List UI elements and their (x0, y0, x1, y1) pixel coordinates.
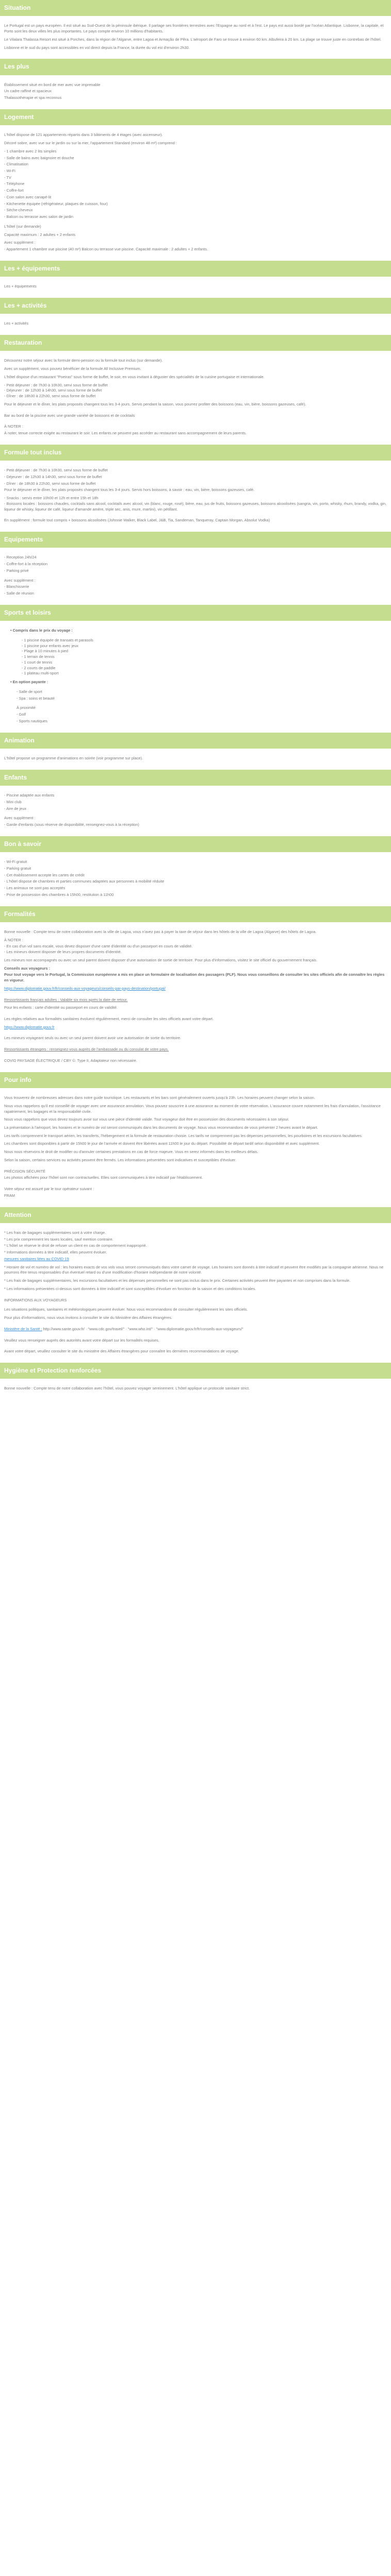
logement-item: - Téléphone (4, 181, 25, 187)
formule-para: Pour le déjeuner et le dîner, les plats proposés changent tous les 3-4 jours. Servis hors boissons, à savoir : eau, vin, bière, boissons gazeuses, café. (4, 487, 255, 493)
formule-line: - Dîner : de 18h30 à 22h30, servi sous forme de buffet (4, 481, 96, 486)
restauration-paragraph: L'hôtel dispose d'un restaurant "Poeiras" sous forme de buffet, le soir, en vous invitant à déguster des spécialités de la cuisine portugaise et internationale. (4, 374, 265, 379)
bon-section (0, 859, 391, 897)
logement-capacity: Capacité maximum : 2 adultes + 2 enfants (4, 232, 76, 237)
info-paragraph: La présentation à l'aéroport, les horaires et le numéro de vol seront communiqués dans les documents de voyage. Nous vous recommandons de vous présenter 2 heures avant le départ. (4, 1125, 318, 1130)
sports-pay-item: - Golf (17, 712, 26, 717)
sports-item: - 2 courts de paddle (22, 666, 387, 671)
plus-item: Thalassothérapie et spa reconnus (4, 95, 62, 100)
formalites-para: Bonne nouvelle : Compte tenu de notre collaboration avec la ville de Lagoa, vous n'avez pas à payer la taxe de séjour dans les hôtels de la ville de Lagoa (Algarve) des hôtels de Lagoa. (4, 929, 317, 934)
animation-text: L'hôtel propose un programme d'animations en soirée (voir programme sur place). (4, 755, 143, 760)
sports-pay-sub: À proximité (17, 705, 36, 710)
enfants-item: - Piscine adaptée aux enfants (4, 793, 55, 798)
info-precision-text: Les photos affichées pour l'hôtel sont non contractuelles. Elles sont communiquées à titre indicatif par l'établissement. (4, 1175, 203, 1180)
attention-line: * Les frais de bagages supplémentaires sont à votre charge. (4, 1230, 106, 1235)
formalites-para: - En cas d'un vol sans escale, vous devez disposer d'une carte d'identité ou d'un passeport en cours de validité. - Les mineurs doivent disposer de leurs propres documents d'identité. (4, 944, 193, 955)
animation-section (0, 756, 391, 761)
formalites-para: Les mineurs voyageant seuls ou avec un seul parent doivent avoir une autorisation de sortie du territoire. (4, 1036, 182, 1041)
info-section (0, 1095, 391, 1199)
attention-line: * Les prix comprennent les taxes locales, sauf mention contraire. (4, 1236, 113, 1242)
section-header-equipements2: Equipements (0, 532, 391, 548)
bon-item: - Les animaux ne sont pas acceptés (4, 886, 66, 891)
plus-section (0, 82, 391, 101)
sports-item: - 1 piscine pour enfants avec jeux (22, 643, 387, 649)
formalites-para: COVID PAYSAGE ÉLECTRIQUE / CBY ©. Type II, Adaptateur non nécessaire. (4, 1058, 137, 1063)
logement-lead: Décoré sobre, avec vue sur le jardin ou sur la mer, l'appartement Standard (environ 48 m²) comprend : (4, 141, 177, 146)
formalites-para: Ressortissants étrangers : renseignez-vous auprès de l'ambassade ou du consulat de votre pays. (4, 1047, 169, 1052)
plus-item: Un cadre raffiné et spacieux (4, 89, 52, 94)
section-header-hygiene: Hygiène et Protection renforcées (0, 1363, 391, 1379)
info-operator: FRAM (4, 1193, 15, 1198)
logement-item: - Balcon ou terrasse avec salon de jardin (4, 214, 73, 219)
sports-pay-item: - Salle de sport (17, 689, 42, 694)
sports-item: - Plage à 10 minutes à pied (22, 649, 387, 654)
situation-paragraph: Le Vilalara Thalassa Resort est situé à Porches, dans la région de l'Algarve, entre Lagoa et Armação de Pêra. L'aéroport de Faro se trouve à environ 60 km. Albufeira à 20 km. La plage se trouve juste en contrebas de l'hôtel. (4, 37, 382, 42)
formalites-para: Pour les enfants : carte d'identité ou passeport en cours de validité. (4, 1005, 118, 1010)
equipement-item: - Parking privé (4, 568, 29, 573)
logement-item: - Kitchenette équipée (réfrigérateur, plaques de cuisson, four) (4, 201, 108, 206)
restauration-paragraph: - Petit déjeuner : de 7h30 à 10h30, servi sous forme de buffet - Déjeuner : de 12h30 à 14h30, servi sous forme de buffet - Dîner : de 18h30 à 22h30, servi sous forme de buffet (4, 382, 108, 399)
attention-line: * Informations données à titre indicatif, elles peuvent évoluer. (4, 1250, 107, 1255)
section-header-formule: Formule tout inclus (0, 445, 391, 461)
sports-section (0, 628, 391, 724)
logement-item: - Wi-Fi (4, 168, 15, 173)
attention-info: Pour plus d'informations, nous vous invitons à consulter le site du Ministère des Affaires étrangères. (4, 1315, 172, 1320)
logement-bed: L'hôtel (sur demande) (4, 224, 41, 229)
formalites-para: Les règles relatives aux formalités sanitaires évoluent régulièrement, merci de consulter les sites officiels avant votre départ. (4, 1016, 214, 1021)
info-paragraph: Les tarifs comprennent le transport aérien, les transferts, l'hébergement et la formule de restauration choisie. Les tarifs ne comprennent pas les dépenses personnelles, les pourboires et les excursions facultatives. (4, 1133, 363, 1138)
attention-links-text: http://www.sante.gouv.fr/ · "www.cdc.gov/travel/" · "www.who.int/" · "www.diplomatie.gouv.fr/fr/conseils-aux-voyageurs/" (43, 1326, 243, 1331)
enfants-item: - Mini club (4, 799, 22, 804)
logement-optional-label: Avec supplément : (4, 240, 36, 245)
section-header-attention: Attention (0, 1207, 391, 1223)
logement-item: - 1 chambre avec 2 lits simples (4, 148, 57, 154)
sports-included-label: • Compris dans le prix du voyage : (10, 628, 387, 634)
section-header-activites: Les + activités (0, 298, 391, 314)
formule-line: - Déjeuner : de 12h30 à 14h30, servi sous forme de buffet (4, 474, 102, 479)
equipement-option-label: Avec supplément : (4, 578, 36, 583)
sports-item: - 1 court de tennis (22, 660, 387, 666)
section-header-sports: Sports et loisirs (0, 605, 391, 621)
enfants-option: - Garde d'enfants (sous réserve de disponibilité, renseignez-vous à la réception) (4, 822, 139, 827)
situation-section (0, 23, 391, 50)
equipements-section (0, 284, 391, 290)
sports-list (4, 628, 387, 634)
attention-link[interactable]: mesures sanitaires liées au COVID-19 (4, 1256, 69, 1261)
equipements2-section (0, 555, 391, 596)
section-header-formalites: Formalités (0, 906, 391, 922)
attention-line: * L'hôtel se réserve le droit de refuser un client en cas de comportement inapproprié. (4, 1243, 147, 1248)
section-header-situation: Situation (0, 0, 391, 16)
info-precision-label: PRÉCISION SÉCURITÉ (4, 1168, 46, 1174)
restauration-paragraph: Avec un supplément, vous pouvez bénéficier de la formule All Inclusive Premium. (4, 366, 141, 371)
logement-section (0, 132, 391, 252)
formalites-note-label: À NOTER : (4, 937, 23, 942)
info-paragraph: Selon la saison, certains services ou activités peuvent être fermés. Les informations présentées sont indicatives et susceptibles d'évoluer. (4, 1157, 237, 1162)
logement-item: - Coffre-fort (4, 188, 24, 193)
attention-links-label[interactable]: Ministère de la Santé : (4, 1326, 42, 1331)
logement-intro: L'hôtel dispose de 121 appartements répartis dans 3 bâtiments de 4 étages (avec ascenseur). (4, 132, 163, 138)
enfants-item: - Aire de jeux (4, 806, 27, 811)
activites-section (0, 321, 391, 327)
section-header-info: Pour info (0, 1072, 391, 1088)
restauration-note: Bar au bord de la piscine avec une grande variété de boissons et de cocktails (4, 413, 135, 418)
attention-paragraph: * Horaire de vol et numéro de vol : les horaires exacts de vos vols vous seront communiqués dans votre carnet de voyage. Les horaires sont donnés à titre indicatif et peuvent être modifiés par la compagnie aérienne. Nous ne pourrons être tenus responsables d'un éventuel retard ou d'une modification d'horaire indépendante de notre volonté. (4, 1264, 384, 1275)
info-paragraph: Nous vous rappelons qu'il est conseillé de voyager avec une assurance annulation. Vous pouvez souscrire à une assurance au moment de votre réservation. L'assurance couvre notamment les frais d'annulation, l'assistance rapatriement, les bagages et la responsabilité civile. (4, 1103, 381, 1114)
formule-line: - Petit déjeuner : de 7h30 à 10h30, servi sous forme de buffet (4, 468, 108, 473)
formalites-para: Pour tout voyage vers le Portugal, la Commission européenne a mis en place un formulaire de localisation des passagers (PLF). Nous vous conseillons de consulter les sites officiels afin de connaître les règles en vigueur. (4, 972, 385, 983)
sports-pay-items (4, 689, 387, 724)
activites-text: Les + activités (4, 321, 29, 326)
attention-info-label: INFORMATIONS AUX VOYAGEURS (4, 1297, 67, 1302)
equipement-item: - Coffre-fort à la réception (4, 562, 48, 567)
section-header-animation: Animation (0, 733, 391, 749)
info-paragraph: Les chambres sont disponibles à partir de 15h00 le jour de l'arrivée et doivent être libérées avant 11h00 le jour du départ. Possibilité de départ tardif selon disponibilité et avec supplément. (4, 1141, 320, 1146)
section-header-enfants: Enfants (0, 770, 391, 786)
formalites-section (0, 929, 391, 1064)
formule-para: En supplément : formule tout compris + boissons alcoolisées (Johnnie Walker, Black Label, J&B, Tia, Sandeman, Tanqueray, Captain Morgan, Absolut Vodka) (4, 518, 270, 523)
sports-pay-item: - Spa : soins et beauté (17, 696, 55, 701)
attention-info: Avant votre départ, veuillez consulter le site du ministère des Affaires étrangères pour connaître les dernières recommandations de voyage. (4, 1349, 239, 1354)
attention-info: Veuillez vous renseigner auprès des autorités avant votre départ sur les formalités requises. (4, 1337, 159, 1343)
bon-item: - Prise de possession des chambres à 15h00, restitution à 11h00 (4, 892, 114, 897)
plus-item: Établissement situé en bord de mer avec vue imprenable (4, 82, 101, 87)
equipement-option: - Blanchisserie (4, 584, 29, 589)
info-paragraph: Nous vous rappelons que vous devez toujours avoir sur vous une pièce d'identité valide. Tout voyageur doit être en possession des documents nécessaires à son séjour. (4, 1117, 289, 1122)
restauration-paragraph: Pour le déjeuner et le dîner, les plats proposés changent tous les 3-4 jours. Servis pendant la saison, vous pourrez profiter des boissons (eau, vin, bière, boissons gazeuses, café). (4, 401, 306, 406)
enfants-section (0, 793, 391, 828)
formalites-advice-label: Conseils aux voyageurs : (4, 965, 51, 971)
equipement-option: - Salle de réunion (4, 591, 34, 596)
attention-section (0, 1230, 391, 1354)
sports-item: - 1 plateau multi-sport (22, 671, 387, 676)
sports-item: - 1 terrain de tennis (22, 654, 387, 660)
logement-item: - Climatisation (4, 162, 28, 167)
logement-item: - Sèche-cheveux (4, 208, 33, 213)
restauration-paragraph: Découvrez notre séjour avec la formule demi-pension ou la formule tout inclus (sur demande). (4, 358, 163, 363)
formule-section (0, 468, 391, 523)
section-header-bon: Bon à savoir (0, 836, 391, 852)
logement-optional: - Appartement 1 chambre vue piscine (40 m²) Balcon ou terrasse vue piscine. Capacité maximale : 2 adultes + 2 enfants. (4, 247, 208, 252)
formalites-para: Ressortissants français adultes : Valable six mois après la date de retour. (4, 997, 128, 1002)
hygiene-section (0, 1386, 391, 1392)
attention-info: Les situations politiques, sanitaires et météorologiques peuvent évoluer. Nous vous recommandons de consulter régulièrement les sites officiels. (4, 1307, 248, 1312)
info-paragraph: Vous trouverez de nombreuses adresses dans notre guide touristique. Les restaurants et les bars sont généralement ouverts jusqu'à 23h. Les horaires peuvent changer selon la saison. (4, 1095, 315, 1100)
hotel-note-text: À noter, tenue correcte exigée au restaurant le soir. Les enfants ne peuvent pas accéder au restaurant sans accompagnement de leurs parents. (4, 431, 247, 436)
hotel-note-label: À NOTER : (4, 424, 23, 429)
situation-paragraph: Le Portugal est un pays européen. Il est situé au Sud-Ouest de la péninsule ibérique. Il partage ses frontières terrestres avec l'Espagne au nord et à l'est. Le pays est aussi bordé par l'océan Atlantique. Lisbonne, la capitale, et Porto sont les deux villes les plus importantes. Le pays compte environ 10 millions d'habitants. (4, 23, 384, 34)
equipement-item: - Reception 24h/24 (4, 555, 37, 560)
logement-item: - TV (4, 175, 11, 180)
sports-included-list (4, 638, 387, 676)
hygiene-text: Bonne nouvelle : Compte tenu de notre collaboration avec l'hôtel, vous pouvez voyager sereinement. L'hôtel applique un protocole sanitaire strict. (4, 1386, 250, 1391)
logement-item: - Coin salon avec canapé-lit (4, 194, 52, 199)
sports-pay-label: • En option payante : (10, 680, 387, 685)
bon-item: - L'hôtel dispose de chambres et parties communes adaptées aux personnes à mobilité réduite (4, 879, 165, 884)
bon-item: - Wi-Fi gratuit (4, 859, 27, 865)
sports-pay-item: - Sports nautiques (17, 718, 47, 723)
situation-paragraph: Lisbonne et le sud du pays sont accessibles en vol direct depuis la France, la durée du vol est d'environ 2h30. (4, 45, 190, 50)
attention-paragraph: * Les frais de bagages supplémentaires, les excursions facultatives et les dépenses personnelles ne sont pas inclus dans le prix. Certaines activités peuvent être payantes et non comprises dans la formule. (4, 1278, 351, 1283)
section-header-plus: Les plus (0, 59, 391, 75)
restauration-section (0, 358, 391, 436)
formalites-para: Les mineurs non accompagnés ou avec un seul parent doivent disposer d'une autorisation de sortie de territoire. Pour plus d'informations, visitez le site officiel du gouvernement français. (4, 957, 318, 962)
formule-para: - Snacks : servis entre 10h00 et 12h et entre 15h et 18h - Boissons locales : boissons chaudes, cocktails sans alcool, cocktails avec alcool, vin (blanc, rouge, rosé), bière, eau, jus de fruits, boissons gazeuses, boissons alcoolisées (sangria, vin, porto, whisky, rhum, brandy, vodka, gin, liqueur de whisky, liqueur de café, liqueur d'amande amère, triple sec, anis, mure, martini), vin pétillant. (4, 496, 387, 512)
formalites-link[interactable]: https://www.diplomatie.gouv.fr/fr/conseils-aux-voyageurs/conseils-par-pays-destination/portugal/ (4, 986, 166, 991)
info-paragraph: Nous nous réservons le droit de modifier ou d'annuler certaines prestations en cas de force majeure. Vous en serez informés dans les meilleurs délais. (4, 1149, 258, 1155)
sports-item: - 1 piscine équipée de transats et parasols (22, 638, 387, 643)
section-header-equipements: Les + équipements (0, 261, 391, 277)
enfants-option-label: Avec supplément : (4, 816, 36, 821)
section-header-restauration: Restauration (0, 335, 391, 351)
attention-links (4, 1327, 387, 1332)
info-operator-label: Votre séjour est assuré par le tour opérateur suivant : (4, 1187, 94, 1192)
logement-item: - Salle de bains avec baignoire et douche (4, 155, 74, 160)
bon-item: - Parking gratuit (4, 866, 31, 871)
formalites-link[interactable]: https://www.diplomatie.gouv.fr (4, 1024, 55, 1029)
equipements-text: Les + équipements (4, 284, 37, 289)
sports-pay-list (4, 680, 387, 685)
section-header-logement: Logement (0, 109, 391, 125)
attention-paragraph: * Les informations présentées ci-dessus sont données à titre indicatif et sont susceptibles d'évoluer en fonction de la saison et des conditions locales. (4, 1286, 256, 1291)
bon-item: - Cet établissement accepte les cartes de crédit (4, 872, 85, 877)
